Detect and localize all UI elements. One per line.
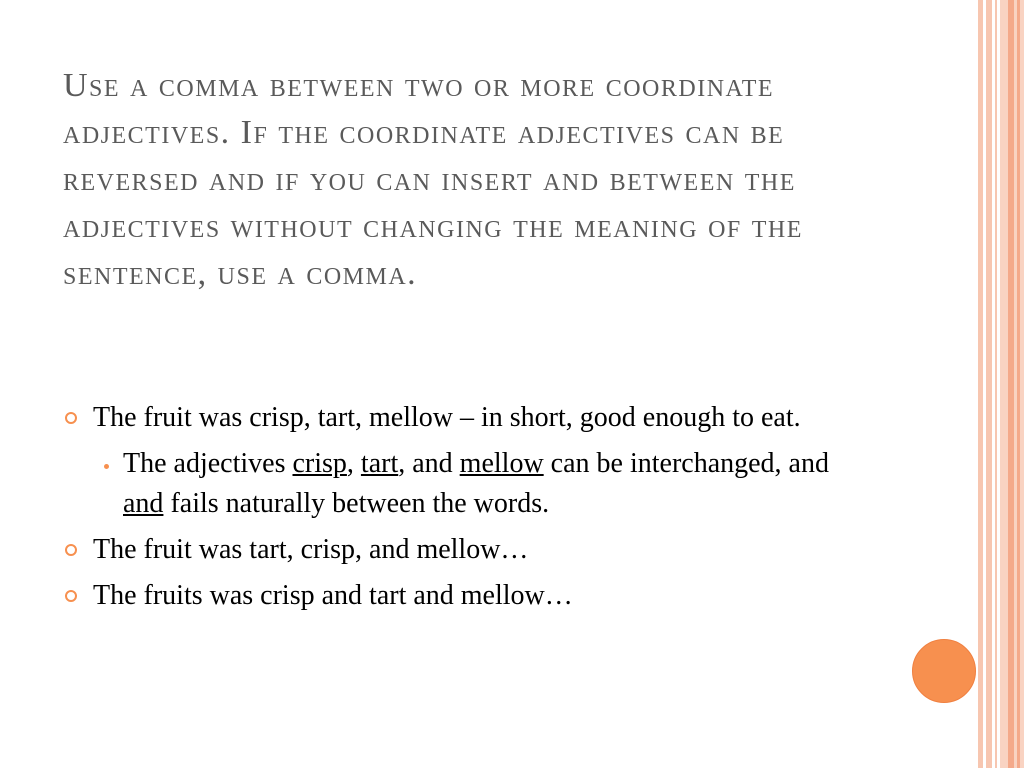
dot-bullet-icon	[104, 464, 109, 469]
decorative-circle-icon	[912, 639, 976, 703]
bullet-text: The fruit was crisp, tart, mellow – in short, good enough to eat.	[93, 402, 801, 433]
bullet-item-3	[63, 576, 863, 616]
decorative-stripe	[1017, 0, 1020, 768]
decorative-stripe	[978, 0, 983, 768]
sub-bullet-text	[123, 448, 829, 519]
circle-bullet-icon	[65, 590, 77, 602]
bullet-text: The fruits was crisp and tart and mellow…	[93, 580, 573, 611]
underlined-word-and: and	[123, 488, 164, 519]
bullet-item-2	[63, 530, 863, 570]
text-segment: The adjectives	[123, 448, 293, 479]
bullet-text: The fruit was tart, crisp, and mellow…	[93, 534, 529, 565]
slide-title: Use a comma between two or more coordinate adjectives. If the coordinate adjectives can be reversed and if you can insert and between the adjectives without changing the meaning of the sentence, use a comma.	[63, 67, 803, 292]
text-segment: ,	[346, 448, 361, 479]
text-segment: can be interchanged, and	[543, 448, 829, 479]
sub-bullet-item	[63, 444, 863, 524]
bullet-item-1	[63, 398, 863, 438]
decorative-stripe	[995, 0, 997, 768]
circle-bullet-icon	[65, 412, 77, 424]
decorative-stripe	[986, 0, 992, 768]
text-segment: , and	[398, 448, 460, 479]
underlined-word-crisp: crisp	[292, 448, 347, 479]
decorative-stripe	[1008, 0, 1014, 768]
underlined-word-tart: tart	[360, 448, 399, 479]
text-segment: fails naturally between the words.	[163, 488, 550, 519]
underlined-word-mellow: mellow	[459, 448, 544, 479]
circle-bullet-icon	[65, 544, 77, 556]
slide-body	[63, 398, 863, 622]
